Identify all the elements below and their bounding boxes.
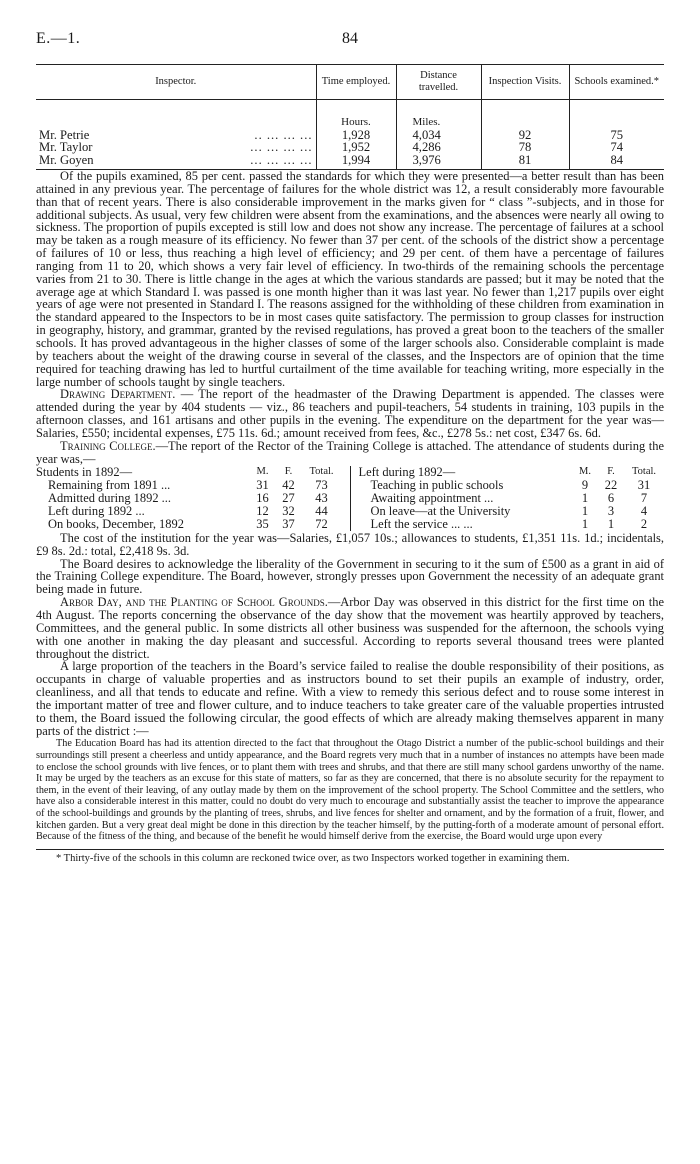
section-heading: Arbor Day, and the Planting of School Grounds. xyxy=(60,595,328,610)
hours-cell: 1,928 xyxy=(316,129,396,142)
table-row xyxy=(36,141,664,154)
column-header-inspector: Inspector. xyxy=(36,65,316,100)
footnote-text: * Thirty-five of the schools in this column are reckoned twice over, as two Inspectors worked together in examining them. xyxy=(56,852,570,864)
students-table xyxy=(36,466,664,531)
drawing-department-paragraph: Drawing Department. — The report of the headmaster of the Drawing Department is appended. The classes were attended during the year by 404 students — viz., 86 teachers and pupil-teachers, 54 students in training, 103 pupils in the afternoon classes, and 161 artisans and other pupils in the evening. The expenditure on the department for the year was—Salaries, £550; incidental expenses, £75 11s. 6d.; amount received from fees, &c., £278 5s.: net cost, £347 6s. 6d. xyxy=(36,387,664,440)
table-row: On books, December, 1892 35 37 72 xyxy=(48,517,328,532)
miles-cell: 4,034 xyxy=(396,129,481,142)
page-header xyxy=(36,30,664,56)
leader-dots: ... ... ... ... xyxy=(250,141,313,154)
miles-cell: 3,976 xyxy=(396,154,481,170)
column-header-visits: Inspection Visits. xyxy=(481,65,569,100)
training-college-paragraph: Training College.—The report of the Rector of the Training College is attached. The attendance of students during the year was,— xyxy=(36,438,664,466)
column-header-distance: Distance travelled. xyxy=(396,65,481,100)
circular-text: The Education Board has had its attention directed to the fact that throughout the Otago District a number of the public-school buildings and their surroundings still present a cheerless and untidy appearance, and the Board regrets very much that in a number of instances no attempts have been made to enclose the school grounds with live fences, or to plant them with trees and shrubs, and that there are still many school gardens unworthy of the name. It may be urged by the teachers as an excuse for this state of matters, so far as they are concerned, that there is no absolute security for the repayment to them, in the event of their leaving, of any outlay made by them on the improvement of the school property. The School Committee and the settlers, who have also a considerable interest in this matter, could no doubt do very much to encourage and substantially assist the teacher to improve the appearance of the school-buildings and grounds by the planting of trees, shrubs, and live fences for shelter and ornament, and by the formation of a fruit, flower, and kitchen garden. But a very great deal might be done in this direction by the teacher himself, by the putting-forth of a moderate amount of personal effort. Because of the fitness of the thing, and because of the benefit he would himself derive from the exercise, the Board would urge upon every xyxy=(36,738,664,843)
inspector-name: Mr. Taylor xyxy=(39,140,93,154)
hours-cell: 1,952 xyxy=(316,141,396,154)
document-reference: E.—1. xyxy=(36,30,81,47)
table-row xyxy=(36,154,664,170)
inspector-name: Mr. Goyen xyxy=(39,152,94,167)
students-in-1892 xyxy=(36,466,351,531)
schools-cell: 75 xyxy=(610,127,624,142)
miles-cell: 4,286 xyxy=(396,141,481,154)
leader-dots: ... ... ... ... xyxy=(250,153,313,166)
column-header-schools: Schools examined.* xyxy=(569,65,664,100)
hours-cell: 1,994 xyxy=(316,154,396,170)
arbor-day-paragraph: Arbor Day, and the Planting of School Grounds.—Arbor Day was observed in this district for the first time on the 4th August. The reports concerning the observance of the day show that the movement was heartily approved by teachers, Committees, and the general public. In some districts all other business was suspended for the afternoon, the schools vying with one another in making the day pleasant and successful. According to reports several thousand trees were planted throughout the district. xyxy=(36,595,664,661)
page-number: 84 xyxy=(342,30,358,47)
section-heading: Drawing Department. xyxy=(60,387,176,402)
government-grant-paragraph: The Board desires to acknowledge the liberality of the Government in securing to it the sum of £500 as a grant in aid of the Training College expenditure. The Board, however, strongly presses upon Government the necessity of an adequate grant being made in future. xyxy=(36,556,664,597)
table-row: On leave—at the University 1 3 4 xyxy=(370,504,648,519)
visits-cell: 78 xyxy=(481,141,569,154)
table-row: Awaiting appointment ... 1 6 7 xyxy=(370,491,648,506)
schools-cell: 84 xyxy=(569,154,664,170)
footnote xyxy=(36,849,664,865)
table-header-row xyxy=(36,65,664,100)
table-row: Left the service ... ... 1 1 2 xyxy=(370,517,648,532)
institution-cost-paragraph: The cost of the institution for the year was—Salaries, £1,057 10s.; allowances to students, £1,351 11s. 1d.; incidentals, £9 8s. 2d.: total, £2,418 9s. 3d. xyxy=(36,530,664,558)
inspector-name: Mr. Petrie xyxy=(39,127,90,142)
units-row xyxy=(36,100,664,129)
left-during-1892 xyxy=(351,466,665,531)
section-heading: Training College. xyxy=(60,438,156,453)
examination-results-paragraph: Of the pupils examined, 85 per cent. passed the standards for which they were presented—a better result than has been attained in any previous year. The percentage of failures for the whole district was 12, a result considerably more favourable than that of recent years. There is also considerable improvement in the marks given for “ class ”-subjects, and in those for additional subjects. As usual, very few children were absent from the examinations, and the absences were nearly all owing to sickness. The proportion of pupils excepted is still low and does not show any increase. The percentage of failures at a school may be taken as a rough measure of its efficiency. No fewer than 37 per cent. of the schools of the district show a percentage of failures of 10 or less, thus reaching a high level of efficiency; and 29 per cent. of them have a percentage of failures ranging from 11 to 20, which shows a very fair level of efficiency. In two-thirds of the remaining schools the percentage varies from 21 to 30. There is little change in the ages at which the various standards are passed; but it may be noted that the average age at which Standard I. was passed is one month higher than it was last year. No fewer than 1,217 pupils over eight years of age were not presented in Standard I. The reasons assigned for the withholding of these children from examination in the standard appeared to the Inspectors to be in most cases quite satisfactory. The permission to group classes for instruction in geography, history, and grammar, granted by the revised regulations, has proved a great boon to the teachers of the smaller schools. It has proved advantageous in the higher classes of some of the larger schools also. Considerable complaint is made by teachers about the weight of the drawing course in several of the classes, and the Inspectors are of opinion that the time required for teaching drawing has led to hurtful curtailment of the time available for teaching writing, more especially in the large number of schools taught by single teachers. xyxy=(36,169,664,389)
inspector-table xyxy=(36,64,664,170)
teachers-responsibility-paragraph: A large proportion of the teachers in the Board’s service failed to realise the double responsibility of their positions, as occupants in charge of valuable properties and as instructors bound to set their pupils an example of industry, order, cleanliness, and all that tends to educate and refine. With a view to remedy this serious defect and to rouse some interest in the important matter of tree and flower culture, and to induce teachers to take greater care of the valuable properties intrusted to them, the Board issued the following circular, the good effects of which are already making themselves apparent in many parts of the district :— xyxy=(36,659,664,738)
leader-dots: .. ... ... ... xyxy=(254,128,313,141)
report-body-continued xyxy=(36,532,664,738)
schools-cell: 74 xyxy=(610,140,624,154)
document-page xyxy=(36,30,664,865)
students-header-row: Left during 1892— M. F. Total. xyxy=(358,466,657,480)
table-row: Remaining from 1891 ... 31 42 73 xyxy=(48,478,328,493)
visits-cell: 81 xyxy=(481,154,569,170)
board-circular xyxy=(36,738,664,842)
students-header-row: Students in 1892— M. F. Total. xyxy=(36,466,334,480)
report-body xyxy=(36,170,664,465)
unit-hours: Hours. xyxy=(316,100,396,129)
unit-miles: Miles. xyxy=(396,100,481,129)
table-row: Teaching in public schools 9 22 31 xyxy=(370,478,651,493)
table-row: Admitted during 1892 ... 16 27 43 xyxy=(48,491,328,506)
visits-cell: 92 xyxy=(481,129,569,142)
column-header-time: Time employed. xyxy=(316,65,396,100)
table-row: Left during 1892 ... 12 32 44 xyxy=(48,504,328,519)
